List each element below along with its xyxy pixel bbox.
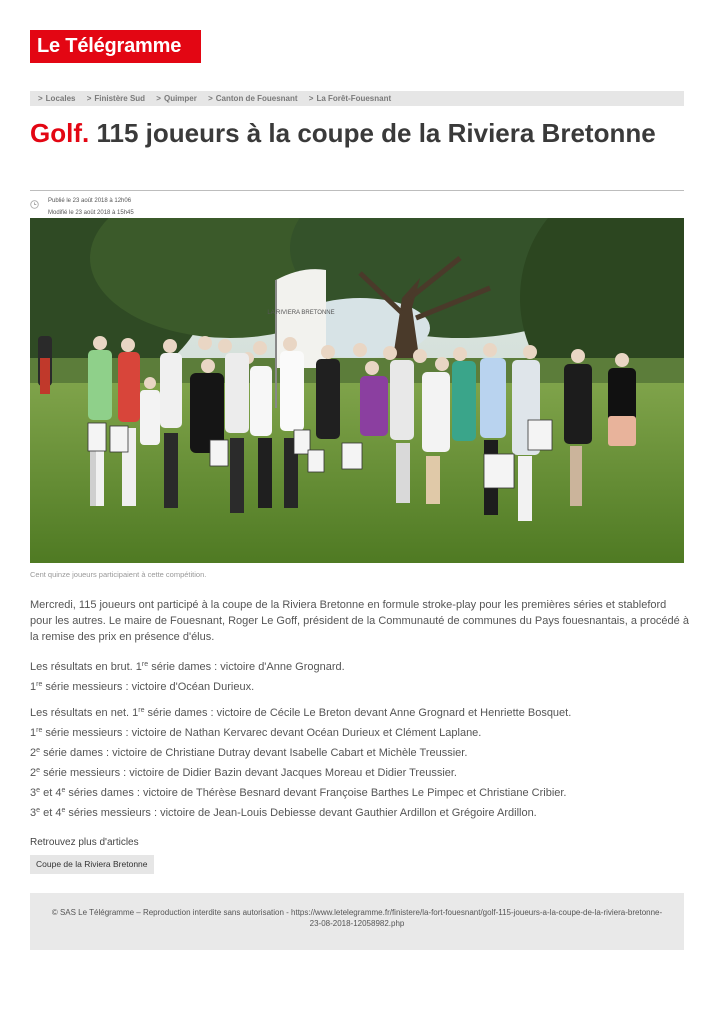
result-num: 1 xyxy=(30,681,37,693)
modified-date: Modifié le 23 août 2018 à 15h45 xyxy=(48,210,134,216)
result-text: série dames : victoire de Cécile Le Breton devant Anne Grognard et Henriette Bosquet. xyxy=(144,707,572,719)
result-num: 1 xyxy=(30,727,37,739)
result-sup: re xyxy=(36,727,43,734)
article-category: Golf. xyxy=(30,118,90,148)
title-divider xyxy=(30,190,684,191)
result-text: série dames : victoire d'Anne Grognard. xyxy=(148,661,345,673)
breadcrumb-item-canton[interactable]: Canton de Fouesnant xyxy=(215,94,298,103)
result-sup: e xyxy=(36,767,41,774)
site-logo[interactable]: Le Télégramme xyxy=(30,30,201,63)
result-text: séries dames : victoire de Thérèse Besnard devant Françoise Barthes Le Pimpec et Christiane Cribier. xyxy=(65,787,567,799)
results-brut-line xyxy=(30,657,690,677)
article-intro: Mercredi, 115 joueurs ont participé à la coupe de la Riviera Bretonne en formule stroke-play pour les premières séries et stableford pour les autres. Le maire de Fouesnant, Roger Le Goff, président de la Communauté de communes du Pays fouesnantais, a procédé à la remise des prix en présence d'élus. xyxy=(30,599,689,643)
result-text: série messieurs : victoire d'Océan Durieux. xyxy=(42,681,255,693)
breadcrumb-item-locales[interactable]: Locales xyxy=(45,94,76,103)
breadcrumb-item-finistere-sud[interactable]: Finistère Sud xyxy=(94,94,146,103)
result-sup: e xyxy=(36,787,41,794)
result-text: série messieurs : victoire de Didier Bazin devant Jacques Moreau et Didier Treussier. xyxy=(40,767,457,779)
results-brut-intro: Les résultats en brut. xyxy=(30,661,133,673)
result-sup: re xyxy=(141,661,149,668)
breadcrumb-separator: > xyxy=(156,94,161,103)
result-text: séries messieurs : victoire de Jean-Louis Debiesse devant Gauthier Ardillon et Grégoire Ardillon. xyxy=(65,807,537,819)
results-net-intro: Les résultats en net. xyxy=(30,707,130,719)
result-text: série dames : victoire de Christiane Dutray devant Isabelle Cabart et Michèle Treussier. xyxy=(40,747,468,759)
copyright-footer: © SAS Le Télégramme – Reproduction interdite sans autorisation - https://www.letelegramme.fr/finistere/la-fort-fouesnant/golf-115-joueurs-a-la-coupe-de-la-riviera-bretonne-23-08-2018-12058982.php xyxy=(30,893,684,950)
result-num: 1 xyxy=(135,661,142,673)
article-dates xyxy=(48,195,134,219)
results-line xyxy=(30,723,690,743)
result-sup: re xyxy=(138,707,145,714)
result-num: 2 xyxy=(30,767,37,779)
results-line xyxy=(30,743,690,763)
result-num: 1 xyxy=(132,707,139,719)
article-photo xyxy=(30,218,684,563)
results-line xyxy=(30,803,690,823)
breadcrumb-separator: > xyxy=(308,94,314,103)
results-net-line xyxy=(30,703,690,723)
breadcrumb-item-commune[interactable]: La Forêt-Fouesnant xyxy=(316,94,392,103)
result-num: 2 xyxy=(30,747,37,759)
article-body xyxy=(30,597,690,823)
related-tag-link[interactable]: Coupe de la Riviera Bretonne xyxy=(30,855,154,874)
breadcrumb xyxy=(30,91,684,106)
published-date: Publié le 23 août 2018 à 12h06 xyxy=(48,198,132,204)
result-mid: et 4 xyxy=(40,807,62,819)
article-headline: 115 joueurs à la coupe de la Riviera Bretonne xyxy=(96,118,656,148)
result-text: série messieurs : victoire de Nathan Kervarec devant Océan Durieux et Clément Laplane. xyxy=(42,727,482,739)
photo-caption: Cent quinze joueurs participaient à cette compétition. xyxy=(30,570,207,579)
breadcrumb-separator: > xyxy=(86,94,92,103)
result-sup: re xyxy=(36,681,43,688)
result-num: 3 xyxy=(30,787,37,799)
related-heading: Retrouvez plus d'articles xyxy=(30,837,139,848)
results-line xyxy=(30,763,690,783)
result-mid: et 4 xyxy=(40,787,62,799)
result-sup: e xyxy=(36,747,41,754)
breadcrumb-separator: > xyxy=(38,94,43,103)
result-num: 3 xyxy=(30,807,37,819)
result-sup: e xyxy=(61,807,66,814)
breadcrumb-separator: > xyxy=(208,94,213,103)
banner-text: LA RIVIERA BRETONNE xyxy=(267,310,335,316)
result-sup: e xyxy=(61,787,66,794)
results-line xyxy=(30,677,690,697)
article-title xyxy=(30,119,690,148)
result-sup: e xyxy=(36,807,41,814)
clock-icon xyxy=(30,200,39,209)
breadcrumb-item-quimper[interactable]: Quimper xyxy=(163,94,197,103)
results-line xyxy=(30,783,690,803)
